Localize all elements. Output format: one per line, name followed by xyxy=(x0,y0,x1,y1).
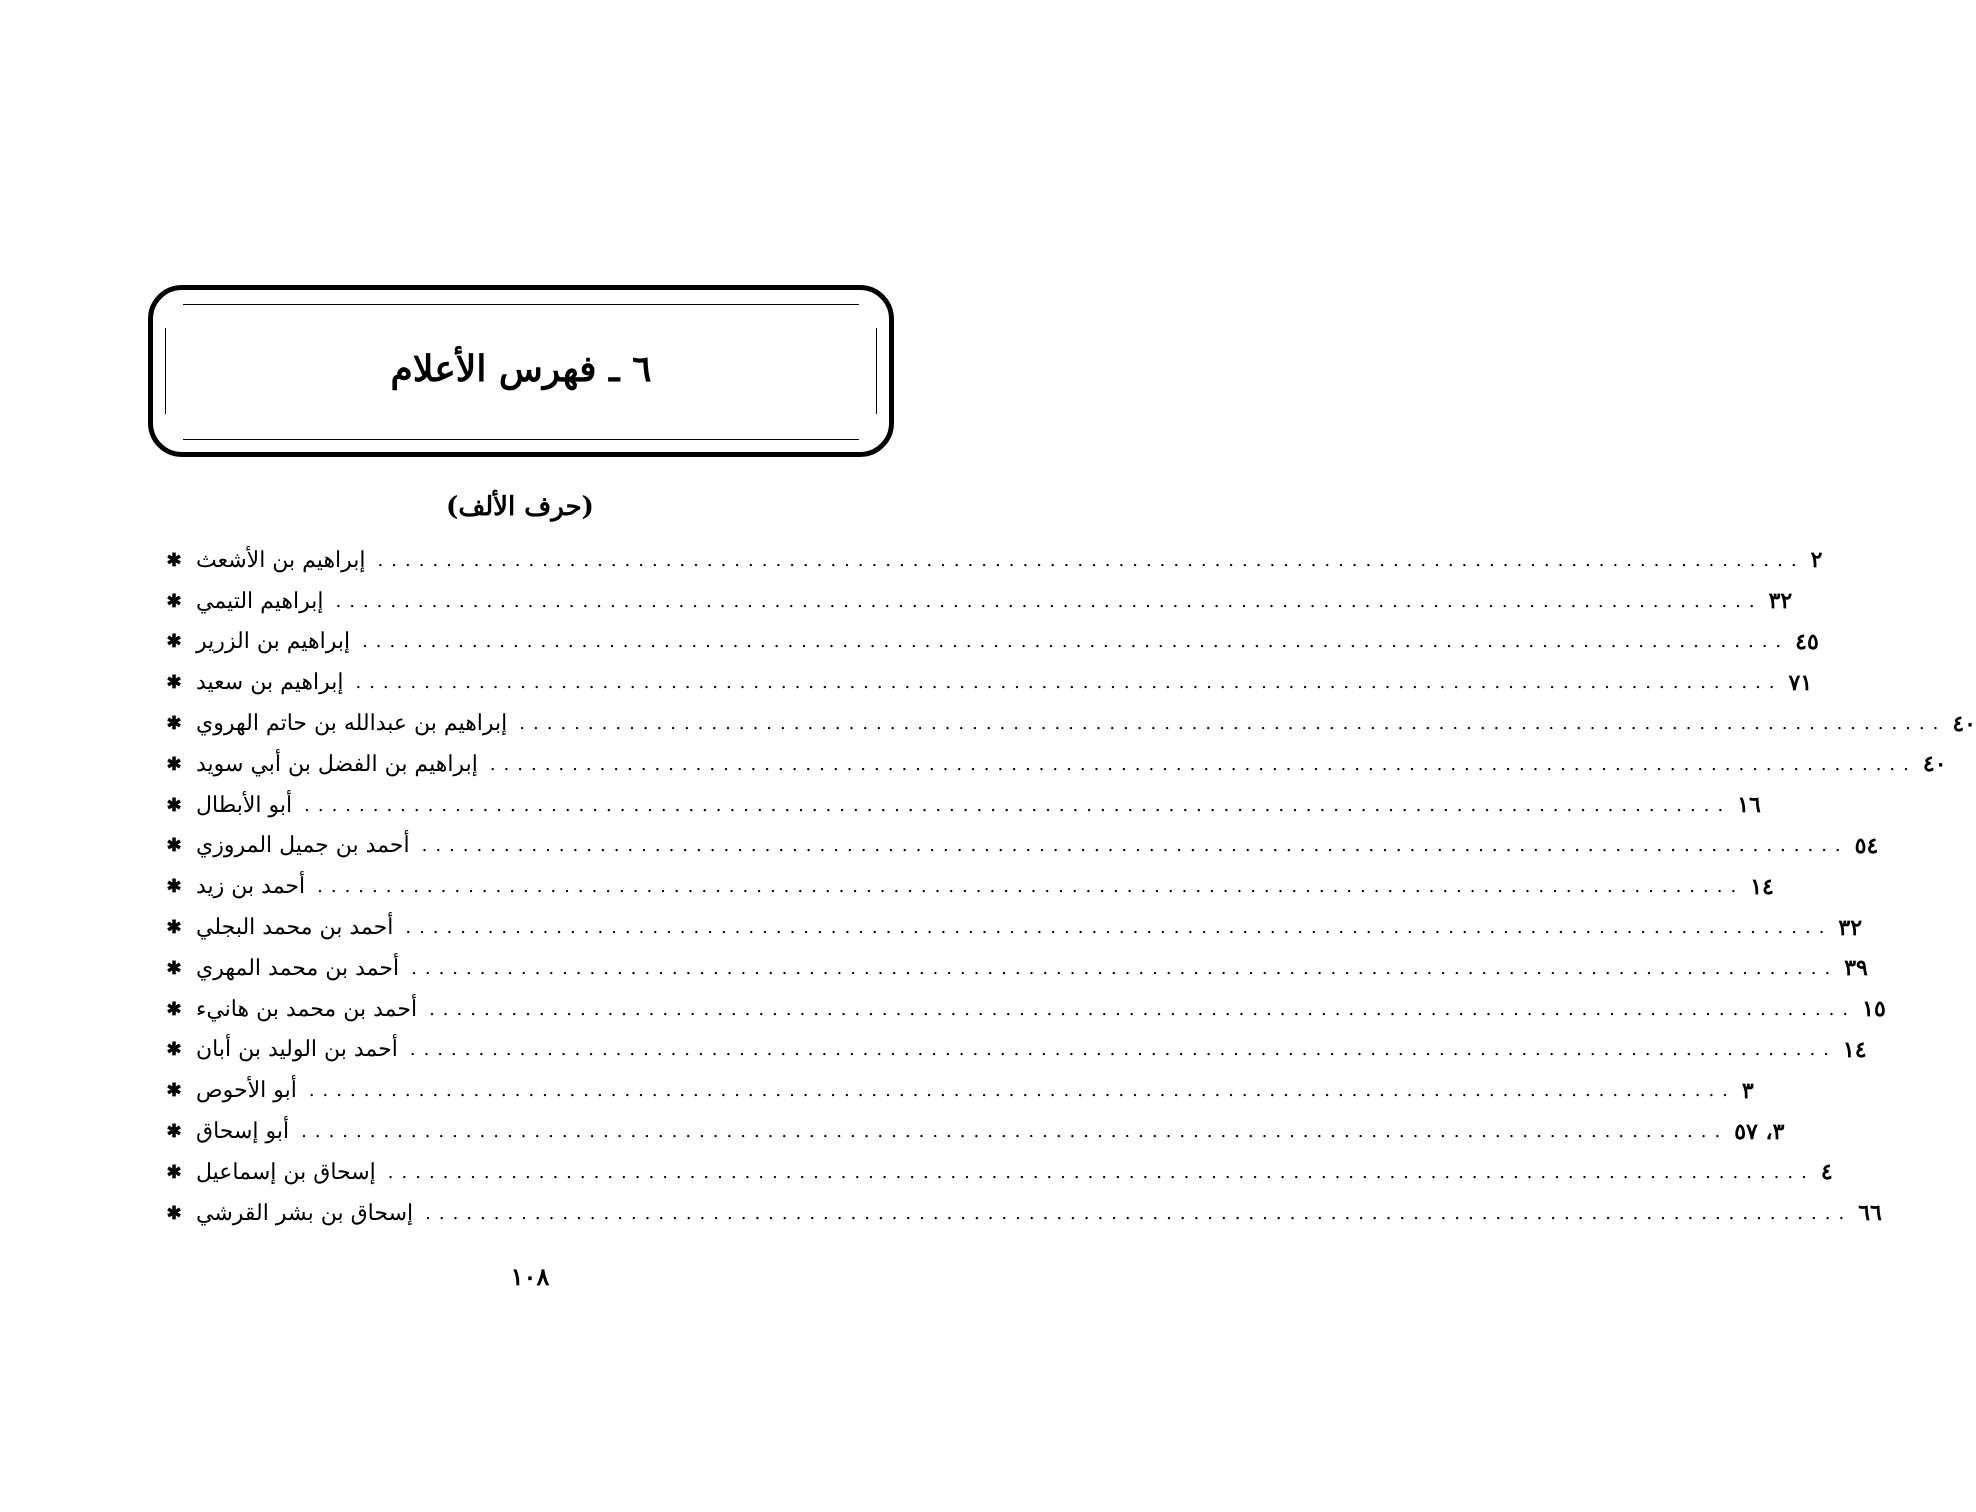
index-entry xyxy=(160,785,1761,826)
star-bullet-icon: ✱ xyxy=(166,713,182,735)
dot-leader: ........................................................................................................ xyxy=(421,835,1849,857)
index-entry xyxy=(160,948,1868,989)
dot-leader: ........................................................................................................ xyxy=(377,549,1805,571)
entry-pages: ٣٢ xyxy=(1768,588,1793,615)
index-entry xyxy=(160,1070,1754,1111)
entry-name: أحمد بن زيد xyxy=(196,874,306,900)
entry-name: إبراهيم بن الفضل بن أبي سويد xyxy=(196,751,478,777)
index-entry xyxy=(160,540,1823,581)
index-entry xyxy=(160,826,1879,867)
index-entry xyxy=(160,662,1813,703)
star-bullet-icon: ✱ xyxy=(166,549,182,571)
entry-pages: ١٥ xyxy=(1862,996,1886,1023)
index-entry xyxy=(160,1152,1833,1193)
star-bullet-icon: ✱ xyxy=(166,876,182,898)
star-bullet-icon: ✱ xyxy=(166,794,182,816)
index-entries xyxy=(160,540,1976,1234)
index-entry xyxy=(160,703,1976,744)
entry-name: أحمد بن محمد البجلي xyxy=(196,915,394,941)
entry-pages: ٤٠ xyxy=(1952,710,1976,737)
entry-name: أبو الأبطال xyxy=(196,792,293,818)
entry-name: إبراهيم بن سعيد xyxy=(196,670,344,696)
entry-pages: ٤٥ xyxy=(1795,628,1819,655)
entry-name: إبراهيم بن الأشعث xyxy=(196,547,366,573)
star-bullet-icon: ✱ xyxy=(166,998,182,1020)
frame-inner-line-top xyxy=(183,304,859,305)
entry-name: إبراهيم بن الزرير xyxy=(196,629,351,655)
star-bullet-icon: ✱ xyxy=(166,631,182,653)
entry-name: أحمد بن الوليد بن أبان xyxy=(196,1037,398,1063)
dot-leader: ........................................................................................................ xyxy=(387,1161,1815,1183)
dot-leader: ........................................................................................................ xyxy=(317,876,1745,898)
star-bullet-icon: ✱ xyxy=(166,1039,182,1061)
entry-name: أبو الأحوص xyxy=(196,1078,297,1104)
index-entry xyxy=(160,744,1947,785)
index-entry xyxy=(160,907,1863,948)
entry-pages: ٥٤ xyxy=(1854,832,1879,859)
star-bullet-icon: ✱ xyxy=(166,590,182,612)
index-entry xyxy=(160,866,1774,907)
entry-name: إبراهيم التيمي xyxy=(196,588,324,614)
dot-leader: ........................................................................................................ xyxy=(519,713,1947,735)
entry-name: أحمد بن محمد بن هانيء xyxy=(196,996,418,1022)
entry-name: إسحاق بن إسماعيل xyxy=(196,1159,376,1185)
dot-leader: ........................................................................................................ xyxy=(489,753,1917,775)
index-entry xyxy=(160,1111,1785,1152)
star-bullet-icon: ✱ xyxy=(166,1202,182,1224)
dot-leader: ........................................................................................................ xyxy=(405,917,1833,939)
entry-name: إبراهيم بن عبدالله بن حاتم الهروي xyxy=(196,711,508,737)
dot-leader: ........................................................................................................ xyxy=(308,1080,1736,1102)
entry-pages: ٣٩ xyxy=(1844,955,1868,982)
title-frame xyxy=(148,285,894,457)
dot-leader: ........................................................................................................ xyxy=(355,672,1783,694)
star-bullet-icon: ✱ xyxy=(166,672,182,694)
dot-leader: ........................................................................................................ xyxy=(429,998,1857,1020)
star-bullet-icon: ✱ xyxy=(166,917,182,939)
star-bullet-icon: ✱ xyxy=(166,1121,182,1143)
entry-pages: ٢ xyxy=(1810,547,1823,574)
page-number: ١٠٨ xyxy=(510,1262,550,1291)
dot-leader: ........................................................................................................ xyxy=(304,794,1732,816)
entry-name: إسحاق بن بشر القرشي xyxy=(196,1200,414,1226)
entry-pages: ٦٦ xyxy=(1858,1200,1882,1227)
section-heading: (حرف الألف) xyxy=(446,492,594,522)
entry-name: أبو إسحاق xyxy=(196,1119,290,1145)
entry-pages: ٣٢ xyxy=(1838,914,1863,941)
page-title: ٦ ـ فهرس الأعلام xyxy=(390,348,652,390)
star-bullet-icon: ✱ xyxy=(166,835,182,857)
entry-name: أحمد بن محمد المهري xyxy=(196,955,400,981)
dot-leader: ........................................................................................................ xyxy=(409,1039,1837,1061)
entry-pages: ٤ xyxy=(1820,1159,1833,1186)
index-entry xyxy=(160,581,1793,622)
entry-pages: ١٦ xyxy=(1737,792,1761,819)
entry-pages: ٧١ xyxy=(1788,669,1813,696)
dot-leader: ........................................................................................................ xyxy=(362,631,1790,653)
entry-pages: ١٤ xyxy=(1750,873,1774,900)
index-entry xyxy=(160,1030,1867,1071)
star-bullet-icon: ✱ xyxy=(166,957,182,979)
dot-leader: ........................................................................................................ xyxy=(335,590,1763,612)
entry-pages: ٣ xyxy=(1741,1077,1754,1104)
index-entry xyxy=(160,1193,1882,1234)
star-bullet-icon: ✱ xyxy=(166,753,182,775)
entry-pages: ١٤ xyxy=(1842,1036,1867,1063)
frame-inner-line-bottom xyxy=(183,439,859,440)
dot-leader: ........................................................................................................ xyxy=(411,957,1839,979)
star-bullet-icon: ✱ xyxy=(166,1161,182,1183)
index-entry xyxy=(160,989,1886,1030)
entry-pages: ٤٠ xyxy=(1922,751,1947,778)
dot-leader: ........................................................................................................ xyxy=(425,1202,1853,1224)
dot-leader: ........................................................................................................ xyxy=(301,1121,1729,1143)
index-entry xyxy=(160,622,1819,663)
star-bullet-icon: ✱ xyxy=(166,1080,182,1102)
entry-pages: ٣، ٥٧ xyxy=(1734,1118,1785,1145)
entry-name: أحمد بن جميل المروزي xyxy=(196,833,410,859)
